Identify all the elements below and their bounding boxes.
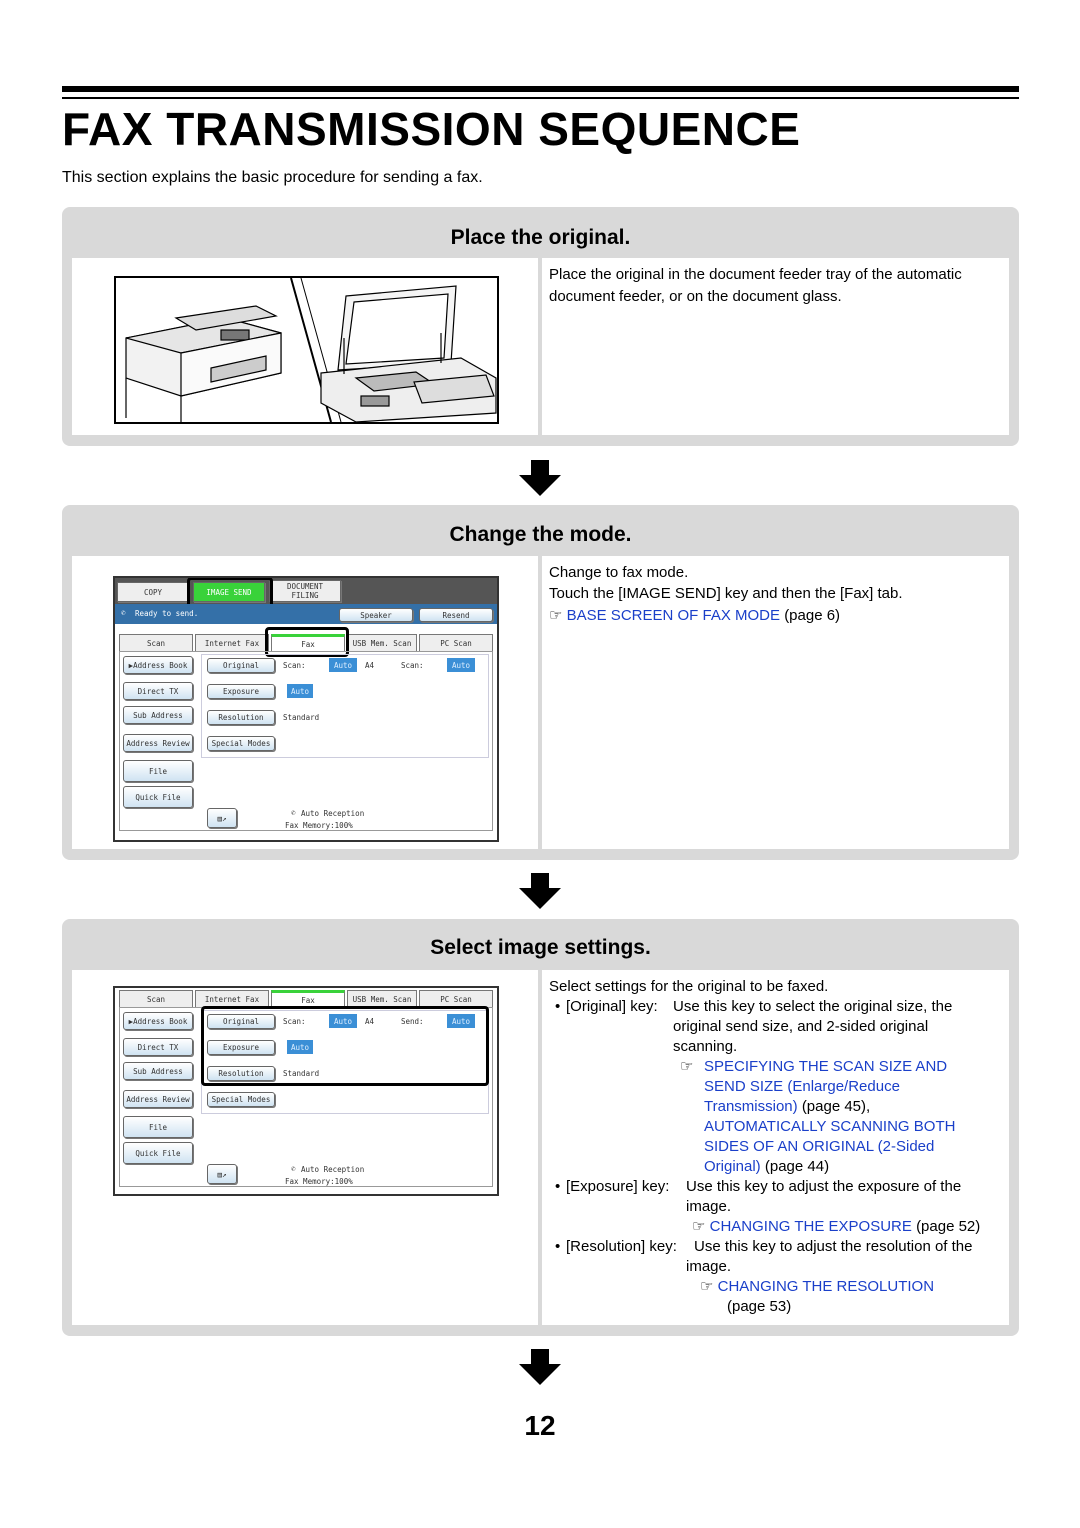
file-button[interactable]: File (123, 760, 193, 782)
step1-text-line1: Place the original in the document feeder tray of the automatic (549, 266, 962, 283)
exposure-key-label: [Exposure] key: (566, 1178, 670, 1195)
job-status-icon: ▤↗ (217, 1169, 227, 1179)
fax-memory-text: Fax Memory:100% (285, 821, 353, 830)
send-label: Send: (401, 1017, 424, 1026)
triangle-icon: ▶ (128, 660, 134, 670)
original-key-label: [Original] key: (566, 998, 658, 1015)
send-label: Scan: (401, 661, 424, 670)
address-review-button[interactable]: Address Review (123, 734, 193, 752)
exposure-key[interactable]: Exposure (207, 684, 275, 699)
resolution-bullet: • (555, 1238, 561, 1255)
step-title: Select image settings. (430, 936, 651, 959)
exposure-bullet: • (555, 1178, 561, 1195)
resolution-desc1: Use this key to adjust the resolution of the (694, 1238, 973, 1255)
title-rule-thick (62, 86, 1019, 92)
settings-highlight (201, 1006, 489, 1086)
image-send-mode-key[interactable]: IMAGE SEND (193, 582, 265, 602)
resolution-key[interactable]: Resolution (207, 1066, 275, 1081)
reference-hand-icon: ☞ (692, 1218, 706, 1235)
paper-size: A4 (365, 661, 375, 670)
original-key[interactable]: Original (207, 658, 275, 673)
scan-size-page: (page 45), (801, 1098, 871, 1115)
step-change-mode (62, 505, 1019, 860)
address-book-button[interactable] (123, 656, 193, 674)
scan-size-link-tail[interactable]: Transmission) (704, 1098, 798, 1115)
sub-address-button[interactable]: Sub Address (123, 706, 193, 724)
original-desc2: original send size, and 2-sided original (673, 1018, 929, 1035)
intro-text: This section explains the basic procedure for sending a fax. (62, 169, 483, 186)
triangle-icon: ▶ (128, 1016, 134, 1026)
page-number: 12 (524, 1410, 556, 1441)
touch-panel-screen (113, 576, 499, 842)
step3-line1: Select settings for the original to be faxed. (549, 978, 829, 995)
tab-internet-fax[interactable]: Internet Fax (195, 634, 269, 651)
original-desc1: Use this key to select the original size, the (673, 998, 953, 1015)
scan-size-link-line3 (704, 1097, 870, 1117)
send-auto-value: Auto (447, 658, 475, 672)
resolution-key[interactable]: Resolution (207, 710, 275, 725)
direct-tx-button[interactable]: Direct TX (123, 682, 193, 700)
address-review-button[interactable]: Address Review (123, 1090, 193, 1108)
exposure-key[interactable]: Exposure (207, 1040, 275, 1055)
speaker-button[interactable]: Speaker (339, 608, 413, 622)
copier-icon (116, 278, 497, 422)
resolution-value: Standard (283, 1069, 320, 1078)
exposure-desc2: image. (686, 1198, 732, 1215)
paper-size: A4 (365, 1017, 375, 1026)
resend-button[interactable]: Resend (419, 608, 493, 622)
description-panel (542, 258, 1009, 435)
auto-scan-link-line3 (704, 1157, 829, 1177)
down-arrow-icon (519, 460, 561, 496)
special-modes-key[interactable]: Special Modes (207, 1092, 275, 1107)
auto-scan-page: (page 44) (764, 1158, 830, 1175)
scan-auto-value: Auto (329, 1014, 357, 1028)
exposure-auto-value: Auto (287, 1040, 313, 1054)
auto-scan-link-line2[interactable]: SIDES OF AN ORIGINAL (2-Sided (704, 1138, 935, 1155)
step2-line2: Touch the [IMAGE SEND] key and then the [Fax] tab. (549, 585, 903, 602)
auto-reception-text: Auto Reception (301, 809, 365, 818)
copier-illustration (114, 276, 499, 424)
tab-pc-scan[interactable]: PC Scan (419, 990, 493, 1007)
auto-reception-text: Auto Reception (301, 1165, 365, 1174)
step1-text-line2: document feeder, or on the document glass. (549, 288, 842, 305)
resolution-reference (700, 1277, 934, 1297)
down-arrow-icon (519, 873, 561, 909)
description-panel (542, 970, 1009, 1325)
address-book-label: Address Book (133, 1016, 188, 1026)
step-title: Change the mode. (449, 523, 632, 546)
tab-scan[interactable]: Scan (119, 634, 193, 651)
changing-resolution-link[interactable]: CHANGING THE RESOLUTION (717, 1278, 935, 1295)
changing-exposure-link[interactable]: CHANGING THE EXPOSURE (709, 1218, 912, 1235)
illustration-panel (72, 970, 538, 1325)
tab-internet-fax[interactable]: Internet Fax (195, 990, 269, 1007)
title-rule-thin (62, 97, 1019, 99)
reference-hand-icon: ☞ (549, 607, 563, 624)
resolution-page: (page 53) (727, 1298, 792, 1315)
copy-mode-key[interactable]: COPY (117, 582, 189, 602)
job-status-icon: ▤↗ (217, 813, 227, 823)
doc-filing-line2: FILING (291, 591, 319, 600)
scan-label: Scan: (283, 661, 306, 670)
reference-page: (page 6) (784, 607, 841, 624)
illustration-panel (72, 258, 538, 435)
sub-address-button[interactable]: Sub Address (123, 1062, 193, 1080)
reference-hand-icon: ☞ (680, 1058, 694, 1075)
description-panel (542, 556, 1009, 849)
address-book-button[interactable] (123, 1012, 193, 1030)
original-key[interactable]: Original (207, 1014, 275, 1029)
touch-panel-screen (113, 986, 499, 1196)
exposure-auto-value: Auto (287, 684, 313, 698)
tab-pc-scan[interactable]: PC Scan (419, 634, 493, 651)
doc-filing-line1: DOCUMENT (286, 582, 324, 591)
special-modes-key[interactable]: Special Modes (207, 736, 275, 751)
resolution-desc2: image. (686, 1258, 732, 1275)
quick-file-button[interactable]: Quick File (123, 1142, 193, 1164)
phone-icon: ✆ (121, 608, 126, 617)
quick-file-button[interactable]: Quick File (123, 786, 193, 808)
fax-reception-icon: ✆ (291, 808, 296, 817)
page-title: FAX TRANSMISSION SEQUENCE (62, 103, 801, 155)
step2-reference (549, 606, 840, 626)
send-auto-value: Auto (447, 1014, 475, 1028)
tab-usb-mem-scan[interactable]: USB Mem. Scan (347, 990, 417, 1007)
file-button[interactable]: File (123, 1116, 193, 1138)
auto-scan-link-line1[interactable]: AUTOMATICALLY SCANNING BOTH (704, 1118, 956, 1135)
step-select-image-settings (62, 919, 1019, 1336)
direct-tx-button[interactable]: Direct TX (123, 1038, 193, 1056)
status-text: Ready to send. (135, 609, 199, 618)
address-book-label: Address Book (133, 660, 188, 670)
fax-reception-icon: ✆ (291, 1164, 296, 1173)
base-screen-link[interactable]: BASE SCREEN OF FAX MODE (566, 607, 781, 624)
tab-usb-mem-scan[interactable]: USB Mem. Scan (347, 634, 417, 651)
exposure-reference (692, 1217, 980, 1237)
scan-size-link-line1[interactable]: SPECIFYING THE SCAN SIZE AND (704, 1058, 948, 1075)
step2-line1: Change to fax mode. (549, 564, 689, 581)
step-title: Place the original. (450, 226, 631, 249)
scan-label: Scan: (283, 1017, 306, 1026)
illustration-panel (72, 556, 538, 849)
original-bullet: • (555, 998, 561, 1015)
job-status-button[interactable] (207, 1164, 237, 1184)
scan-size-link-line2[interactable]: SEND SIZE (Enlarge/Reduce (704, 1078, 900, 1095)
reference-hand-icon: ☞ (700, 1278, 714, 1295)
auto-scan-link-tail[interactable]: Original) (704, 1158, 761, 1175)
document-filing-mode-key[interactable] (269, 580, 341, 602)
exposure-desc1: Use this key to adjust the exposure of the (686, 1178, 962, 1195)
exposure-page: (page 52) (916, 1218, 981, 1235)
step-place-original (62, 207, 1019, 446)
fax-memory-text: Fax Memory:100% (285, 1177, 353, 1186)
tab-fax[interactable]: Fax (271, 990, 345, 1007)
down-arrow-icon (519, 1349, 561, 1385)
tab-scan[interactable]: Scan (119, 990, 193, 1007)
resolution-value: Standard (283, 713, 320, 722)
job-status-button[interactable] (207, 808, 237, 828)
scan-auto-value: Auto (329, 658, 357, 672)
original-desc3: scanning. (673, 1038, 738, 1055)
tab-fax[interactable]: Fax (271, 634, 345, 651)
resolution-key-label: [Resolution] key: (566, 1238, 677, 1255)
